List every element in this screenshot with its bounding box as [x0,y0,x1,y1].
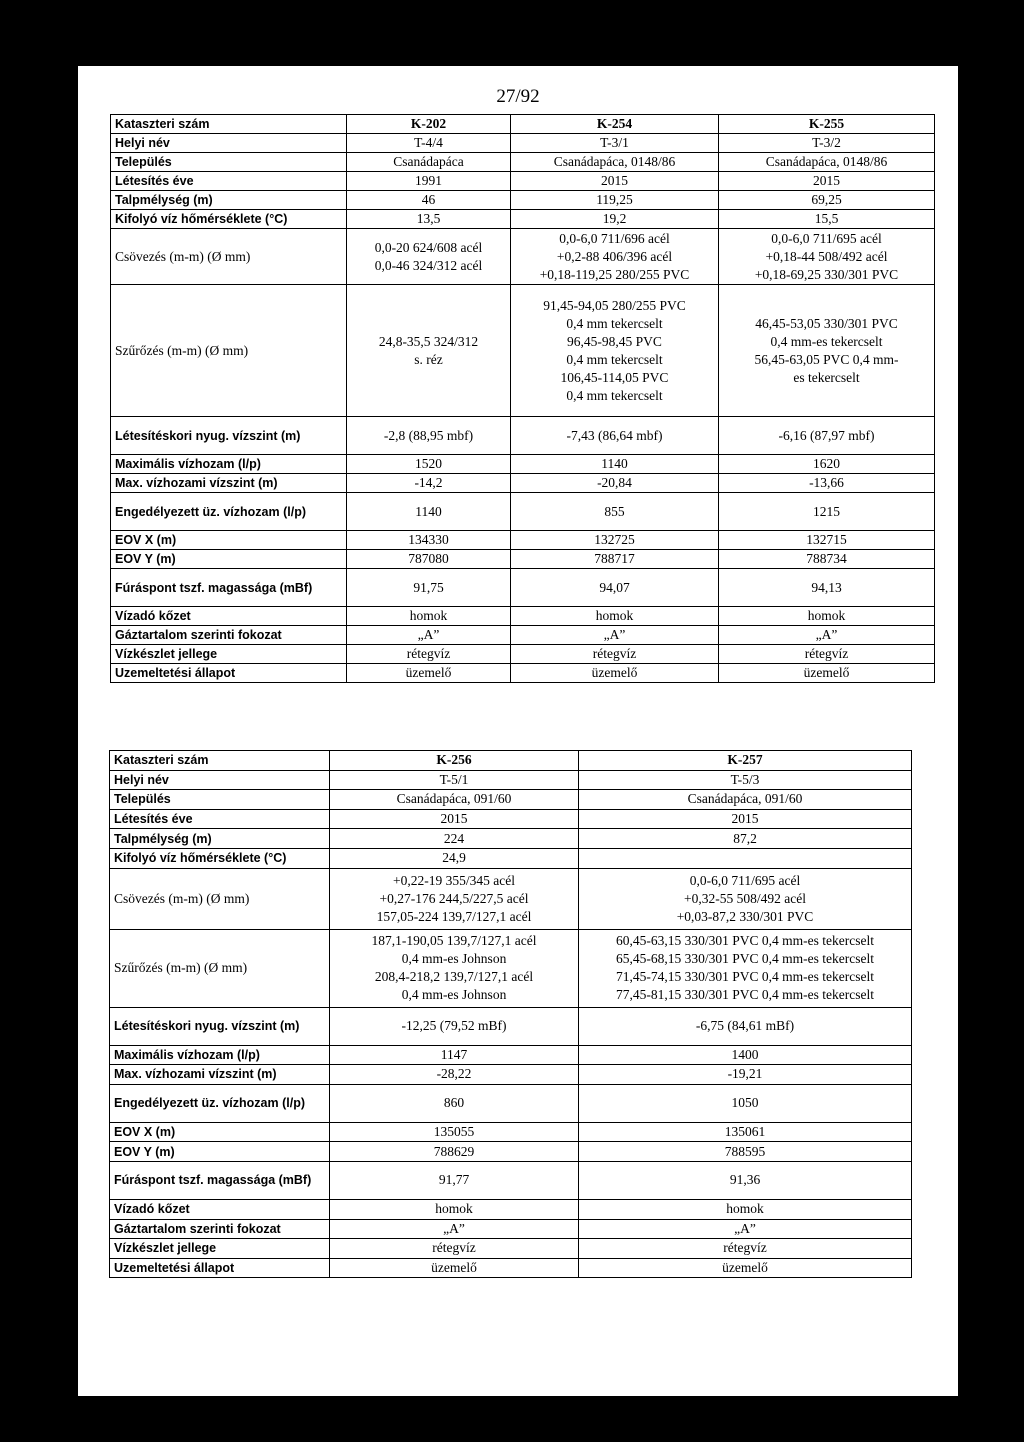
value-cell: T-5/1 [330,770,579,790]
table-header-row [111,115,935,134]
value-cell: 13,5 [347,210,511,229]
row-label: Helyi név [110,770,330,790]
value-cell: 2015 [330,809,579,829]
value-cell: 19,2 [511,210,719,229]
value-cell: 46 [347,191,511,210]
table-row-letesiteskori-nyug-vizszint-m [110,1007,912,1045]
value-cell: 788734 [719,550,935,569]
row-label: Fúráspont tszf. magassága (mBf) [111,569,347,607]
value-cell: „A” [579,1219,912,1239]
row-label: Vízadó kőzet [110,1199,330,1219]
table-row-szurozes-m-m-mm [110,929,912,1007]
row-label: Kifolyó víz hőmérséklete (°C) [111,210,347,229]
table-row-uzemeltetesi-allapot [111,664,935,683]
value-cell: rétegvíz [330,1239,579,1259]
table-row-telepules [111,153,935,172]
table-row-vizado-kozet [110,1199,912,1219]
value-cell: -6,75 (84,61 mBf) [579,1007,912,1045]
row-label: Település [110,790,330,810]
table-row-eov-x-m [110,1122,912,1142]
table-row-gaztartalom-szerinti-fokozat [111,626,935,645]
table-row-furaspont-tszf-magassaga-mbf [110,1161,912,1199]
table-row-vizado-kozet [111,607,935,626]
value-cell: homok [347,607,511,626]
row-label: Gáztartalom szerinti fokozat [110,1219,330,1239]
value-cell: „A” [330,1219,579,1239]
value-cell: T-3/2 [719,134,935,153]
value-cell: -19,21 [579,1065,912,1085]
row-label: Gáztartalom szerinti fokozat [111,626,347,645]
value-cell: +0,22-19 355/345 acél +0,27-176 244,5/227,5 acél 157,05-224 139,7/127,1 acél [330,868,579,929]
document-page [78,66,958,1396]
value-cell: Csanádapáca, 091/60 [579,790,912,810]
row-label: Uzemeltetési állapot [110,1258,330,1278]
value-cell: rétegvíz [579,1239,912,1259]
table-row-kifolyo-viz-homerseklete-c [110,848,912,868]
row-label: Csövezés (m-m) (Ø mm) [111,229,347,285]
value-cell: üzemelő [347,664,511,683]
row-label: Max. vízhozami vízszint (m) [111,474,347,493]
table-row-uzemeltetesi-allapot [110,1258,912,1278]
value-cell: 0,0-20 624/608 acél 0,0-46 324/312 acél [347,229,511,285]
value-cell: homok [330,1199,579,1219]
value-cell: 69,25 [719,191,935,210]
well-id-cell: K-255 [719,115,935,134]
value-cell: rétegvíz [511,645,719,664]
table-row-letesiteskori-nyug-vizszint-m [111,417,935,455]
value-cell: T-5/3 [579,770,912,790]
value-cell: 0,0-6,0 711/696 acél +0,2-88 406/396 acél +0,18-119,25 280/255 PVC [511,229,719,285]
row-label: Szűrőzés (m-m) (Ø mm) [110,929,330,1007]
row-label: EOV Y (m) [110,1142,330,1162]
row-label: Létesítés éve [110,809,330,829]
value-cell: homok [511,607,719,626]
table-row-helyi-nev [110,770,912,790]
row-label: Fúráspont tszf. magassága (mBf) [110,1161,330,1199]
value-cell: 1520 [347,455,511,474]
value-cell: -2,8 (88,95 mbf) [347,417,511,455]
table-row-letesites-eve [111,172,935,191]
value-cell: 91,77 [330,1161,579,1199]
row-label: Szűrőzés (m-m) (Ø mm) [111,285,347,417]
value-cell: 134330 [347,531,511,550]
value-cell: 135055 [330,1122,579,1142]
table-row-maximalis-vizhozam-l-p [110,1045,912,1065]
value-cell: 1620 [719,455,935,474]
row-label: Létesítéskori nyug. vízszint (m) [111,417,347,455]
row-label: Vízkészlet jellege [111,645,347,664]
value-cell: 860 [330,1084,579,1122]
table-row-csovezes-m-m-mm [110,868,912,929]
table-row-engedelyezett-uz-vizhozam-l-p [110,1084,912,1122]
value-cell: 2015 [579,809,912,829]
table-row-gaztartalom-szerinti-fokozat [110,1219,912,1239]
row-label: Helyi név [111,134,347,153]
value-cell: 1140 [511,455,719,474]
table-row-talpmelyseg-m [111,191,935,210]
value-cell: 1050 [579,1084,912,1122]
value-cell: 1140 [347,493,511,531]
value-cell: 24,9 [330,848,579,868]
row-label: Maximális vízhozam (l/p) [110,1045,330,1065]
row-label: EOV Y (m) [111,550,347,569]
value-cell: 135061 [579,1122,912,1142]
value-cell: „A” [511,626,719,645]
value-cell: 788717 [511,550,719,569]
well-id-cell: K-256 [330,751,579,771]
value-cell: -13,66 [719,474,935,493]
value-cell: T-4/4 [347,134,511,153]
table-row-talpmelyseg-m [110,829,912,849]
value-cell: 224 [330,829,579,849]
value-cell: T-3/1 [511,134,719,153]
row-label: Uzemeltetési állapot [111,664,347,683]
table-row-csovezes-m-m-mm [111,229,935,285]
value-cell: 855 [511,493,719,531]
value-cell: 119,25 [511,191,719,210]
value-cell: homok [719,607,935,626]
table-row-vizkeszlet-jellege [111,645,935,664]
well-table-2 [109,750,912,1278]
row-label: Talpmélység (m) [111,191,347,210]
row-label: Csövezés (m-m) (Ø mm) [110,868,330,929]
value-cell: -28,22 [330,1065,579,1085]
value-cell: 1991 [347,172,511,191]
value-cell: 94,07 [511,569,719,607]
value-cell: homok [579,1199,912,1219]
table-row-telepules [110,790,912,810]
value-cell: rétegvíz [719,645,935,664]
value-cell: 1400 [579,1045,912,1065]
row-label: Max. vízhozami vízszint (m) [110,1065,330,1085]
value-cell: „A” [347,626,511,645]
row-label: Engedélyezett üz. vízhozam (l/p) [110,1084,330,1122]
table-row-engedelyezett-uz-vizhozam-l-p [111,493,935,531]
table-row-maximalis-vizhozam-l-p [111,455,935,474]
value-cell: 0,0-6,0 711/695 acél +0,32-55 508/492 acél +0,03-87,2 330/301 PVC [579,868,912,929]
value-cell: 0,0-6,0 711/695 acél +0,18-44 508/492 acél +0,18-69,25 330/301 PVC [719,229,935,285]
well-id-cell: K-202 [347,115,511,134]
value-cell: 94,13 [719,569,935,607]
table-row-max-vizhozami-vizszint-m [111,474,935,493]
well-id-cell: K-254 [511,115,719,134]
value-cell: „A” [719,626,935,645]
row-label: Vízadó kőzet [111,607,347,626]
table-row-helyi-nev [111,134,935,153]
value-cell: 132715 [719,531,935,550]
table-row-kifolyo-viz-homerseklete-c [111,210,935,229]
table-row-eov-x-m [111,531,935,550]
value-cell: 1147 [330,1045,579,1065]
well-id-cell: K-257 [579,751,912,771]
value-cell: üzemelő [579,1258,912,1278]
value-cell: 788629 [330,1142,579,1162]
row-label: Talpmélység (m) [110,829,330,849]
table-row-vizkeszlet-jellege [110,1239,912,1259]
value-cell: 15,5 [719,210,935,229]
row-label: Település [111,153,347,172]
value-cell: üzemelő [719,664,935,683]
value-cell: 1215 [719,493,935,531]
value-cell: -7,43 (86,64 mbf) [511,417,719,455]
value-cell: -12,25 (79,52 mBf) [330,1007,579,1045]
value-cell: 46,45-53,05 330/301 PVC 0,4 mm-es tekercselt 56,45-63,05 PVC 0,4 mm- es tekercselt [719,285,935,417]
value-cell: 24,8-35,5 324/312 s. réz [347,285,511,417]
value-cell: 132725 [511,531,719,550]
value-cell: 2015 [511,172,719,191]
value-cell: 91,36 [579,1161,912,1199]
table-row-letesites-eve [110,809,912,829]
value-cell: 2015 [719,172,935,191]
value-cell: rétegvíz [347,645,511,664]
page-number: 27/92 [496,86,540,107]
row-label: Maximális vízhozam (l/p) [111,455,347,474]
row-label: EOV X (m) [111,531,347,550]
row-label: Kifolyó víz hőmérséklete (°C) [110,848,330,868]
value-cell: -20,84 [511,474,719,493]
value-cell: 87,2 [579,829,912,849]
row-label: Vízkészlet jellege [110,1239,330,1259]
header-label: Kataszteri szám [110,751,330,771]
value-cell: -14,2 [347,474,511,493]
table-row-eov-y-m [110,1142,912,1162]
value-cell: 788595 [579,1142,912,1162]
well-table-1 [110,114,935,683]
header-label: Kataszteri szám [111,115,347,134]
table-row-szurozes-m-m-mm [111,285,935,417]
value-cell: Csanádapáca, 0148/86 [511,153,719,172]
row-label: EOV X (m) [110,1122,330,1142]
table-header-row [110,751,912,771]
value-cell: üzemelő [330,1258,579,1278]
value-cell: 60,45-63,15 330/301 PVC 0,4 mm-es tekercselt 65,45-68,15 330/301 PVC 0,4 mm-es tekercselt 71,45-74,15 330/301 PVC 0,4 mm-es tekercselt 77,45-81,15 330/301 PVC 0,4 mm-es tekercselt [579,929,912,1007]
value-cell: -6,16 (87,97 mbf) [719,417,935,455]
table-row-max-vizhozami-vizszint-m [110,1065,912,1085]
value-cell: üzemelő [511,664,719,683]
value-cell: Csanádapáca, 0148/86 [719,153,935,172]
table-row-furaspont-tszf-magassaga-mbf [111,569,935,607]
value-cell: Csanádapáca [347,153,511,172]
table-row-eov-y-m [111,550,935,569]
row-label: Létesítéskori nyug. vízszint (m) [110,1007,330,1045]
row-label: Létesítés éve [111,172,347,191]
value-cell: 787080 [347,550,511,569]
value-cell: 187,1-190,05 139,7/127,1 acél 0,4 mm-es Johnson 208,4-218,2 139,7/127,1 acél 0,4 mm-es Johnson [330,929,579,1007]
value-cell: 91,75 [347,569,511,607]
row-label: Engedélyezett üz. vízhozam (l/p) [111,493,347,531]
value-cell: 91,45-94,05 280/255 PVC 0,4 mm tekercselt 96,45-98,45 PVC 0,4 mm tekercselt 106,45-114,05 PVC 0,4 mm tekercselt [511,285,719,417]
value-cell: Csanádapáca, 091/60 [330,790,579,810]
value-cell [579,848,912,868]
